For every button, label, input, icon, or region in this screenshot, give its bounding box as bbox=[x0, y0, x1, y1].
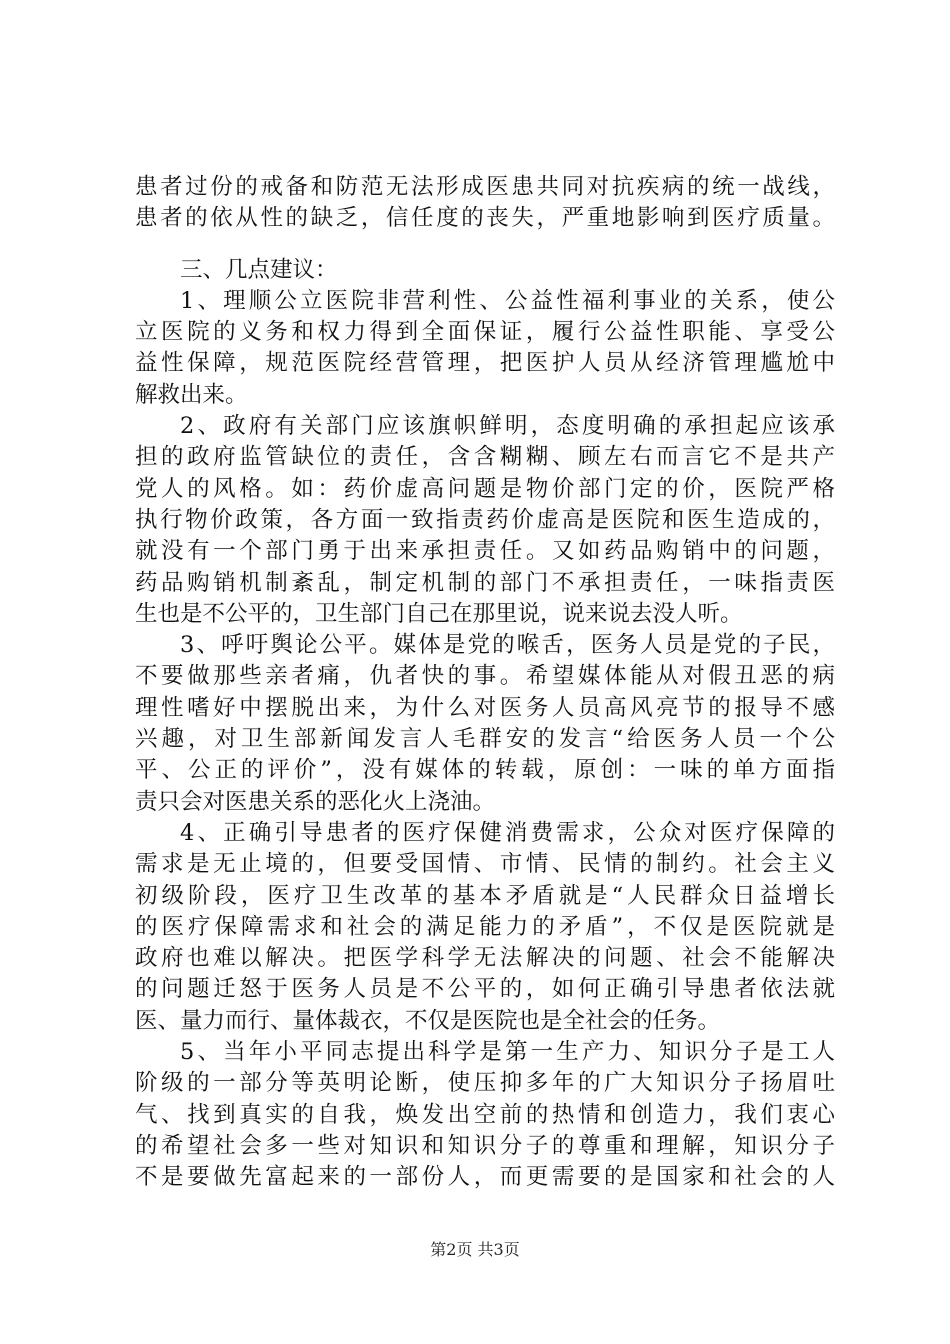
text-line: 平、公正的评价”，没有媒体的转载，原创：一味的单方面指 bbox=[135, 757, 835, 784]
text-line: 就没有一个部门勇于出来承担责任。又如药品购销中的问题， bbox=[135, 538, 835, 565]
paragraph-5 bbox=[135, 1037, 835, 1193]
text-line: 益性保障，规范医院经营管理，把医护人员从经济管理尴尬中 bbox=[135, 350, 835, 377]
text-line: 担的政府监管缺位的责任，含含糊糊、顾左右而言它不是共产 bbox=[135, 444, 835, 471]
paragraph-gap bbox=[135, 235, 835, 255]
text-line: 解救出来。 bbox=[135, 381, 248, 408]
text-line: 执行物价政策，各方面一致指责药价虚高是医院和医生造成的， bbox=[135, 506, 835, 533]
text-line: 初级阶段，医疗卫生改革的基本矛盾就是“人民群众日益增长 bbox=[135, 882, 835, 909]
text-line: 党人的风格。如：药价虚高问题是物价部门定的价，医院严格 bbox=[135, 475, 835, 502]
text-line: 的医疗保障需求和社会的满足能力的矛盾”，不仅是医院就是 bbox=[135, 913, 835, 940]
text-line: 患者过份的戒备和防范无法形成医患共同对抗疾病的统一战线， bbox=[135, 174, 835, 200]
text-line: 立医院的义务和权力得到全面保证，履行公益性职能、享受公 bbox=[135, 319, 835, 346]
text-line: 药品购销机制紊乱，制定机制的部门不承担责任，一味指责医 bbox=[135, 569, 835, 596]
text-line: 生也是不公平的，卫生部门自己在那里说，说来说去没人听。 bbox=[135, 600, 743, 627]
text-line: 责只会对医患关系的恶化火上浇油。 bbox=[135, 788, 496, 815]
page-footer: 第2页 共3页 bbox=[430, 1240, 520, 1259]
text-line: 2、政府有关部门应该旗帜鲜明，态度明确的承担起应该承 bbox=[180, 413, 835, 440]
text-line: 1、理顺公立医院非营利性、公益性福利事业的关系，使公 bbox=[180, 287, 835, 314]
text-line: 气、找到真实的自我，焕发出空前的热情和创造力，我们衷心 bbox=[135, 1101, 835, 1128]
paragraph-2 bbox=[135, 411, 835, 630]
paragraph-3 bbox=[135, 630, 835, 818]
intro-paragraph bbox=[135, 172, 835, 235]
text-line: 的问题迁怒于医务人员是不公平的，如何正确引导患者依法就 bbox=[135, 976, 835, 1003]
text-line: 理性嗜好中摆脱出来，为什么对医务人员高风亮节的报导不感 bbox=[135, 694, 835, 721]
section-heading: 三、几点建议： bbox=[180, 256, 338, 283]
text-line: 3、呼吁舆论公平。媒体是党的喉舌，医务人员是党的子民， bbox=[180, 632, 835, 659]
text-line: 不要做那些亲者痛，仇者快的事。希望媒体能从对假丑恶的病 bbox=[135, 663, 835, 690]
text-line: 患者的依从性的缺乏，信任度的丧失，严重地影响到医疗质量。 bbox=[135, 205, 835, 232]
text-line: 4、正确引导患者的医疗保健消费需求，公众对医疗保障的 bbox=[180, 819, 835, 846]
text-line: 阶级的一部分等英明论断，使压抑多年的广大知识分子扬眉吐 bbox=[135, 1070, 835, 1097]
paragraph-1 bbox=[135, 286, 835, 411]
paragraph-4 bbox=[135, 818, 835, 1037]
text-line: 5、当年小平同志提出科学是第一生产力、知识分子是工人 bbox=[180, 1039, 835, 1066]
text-line: 兴趣，对卫生部新闻发言人毛群安的发言“给医务人员一个公 bbox=[135, 726, 835, 753]
document-body bbox=[135, 172, 835, 1194]
text-line: 的希望社会多一些对知识和知识分子的尊重和理解，知识分子 bbox=[135, 1132, 835, 1159]
text-line: 不是要做先富起来的一部份人，而更需要的是国家和社会的人 bbox=[135, 1164, 835, 1191]
text-line: 医、量力而行、量体裁衣，不仅是医院也是全社会的任务。 bbox=[135, 1007, 721, 1034]
text-line: 需求是无止境的，但要受国情、市情、民情的制约。社会主义 bbox=[135, 851, 835, 878]
text-line: 政府也难以解决。把医学科学无法解决的问题、社会不能解决 bbox=[135, 945, 835, 972]
